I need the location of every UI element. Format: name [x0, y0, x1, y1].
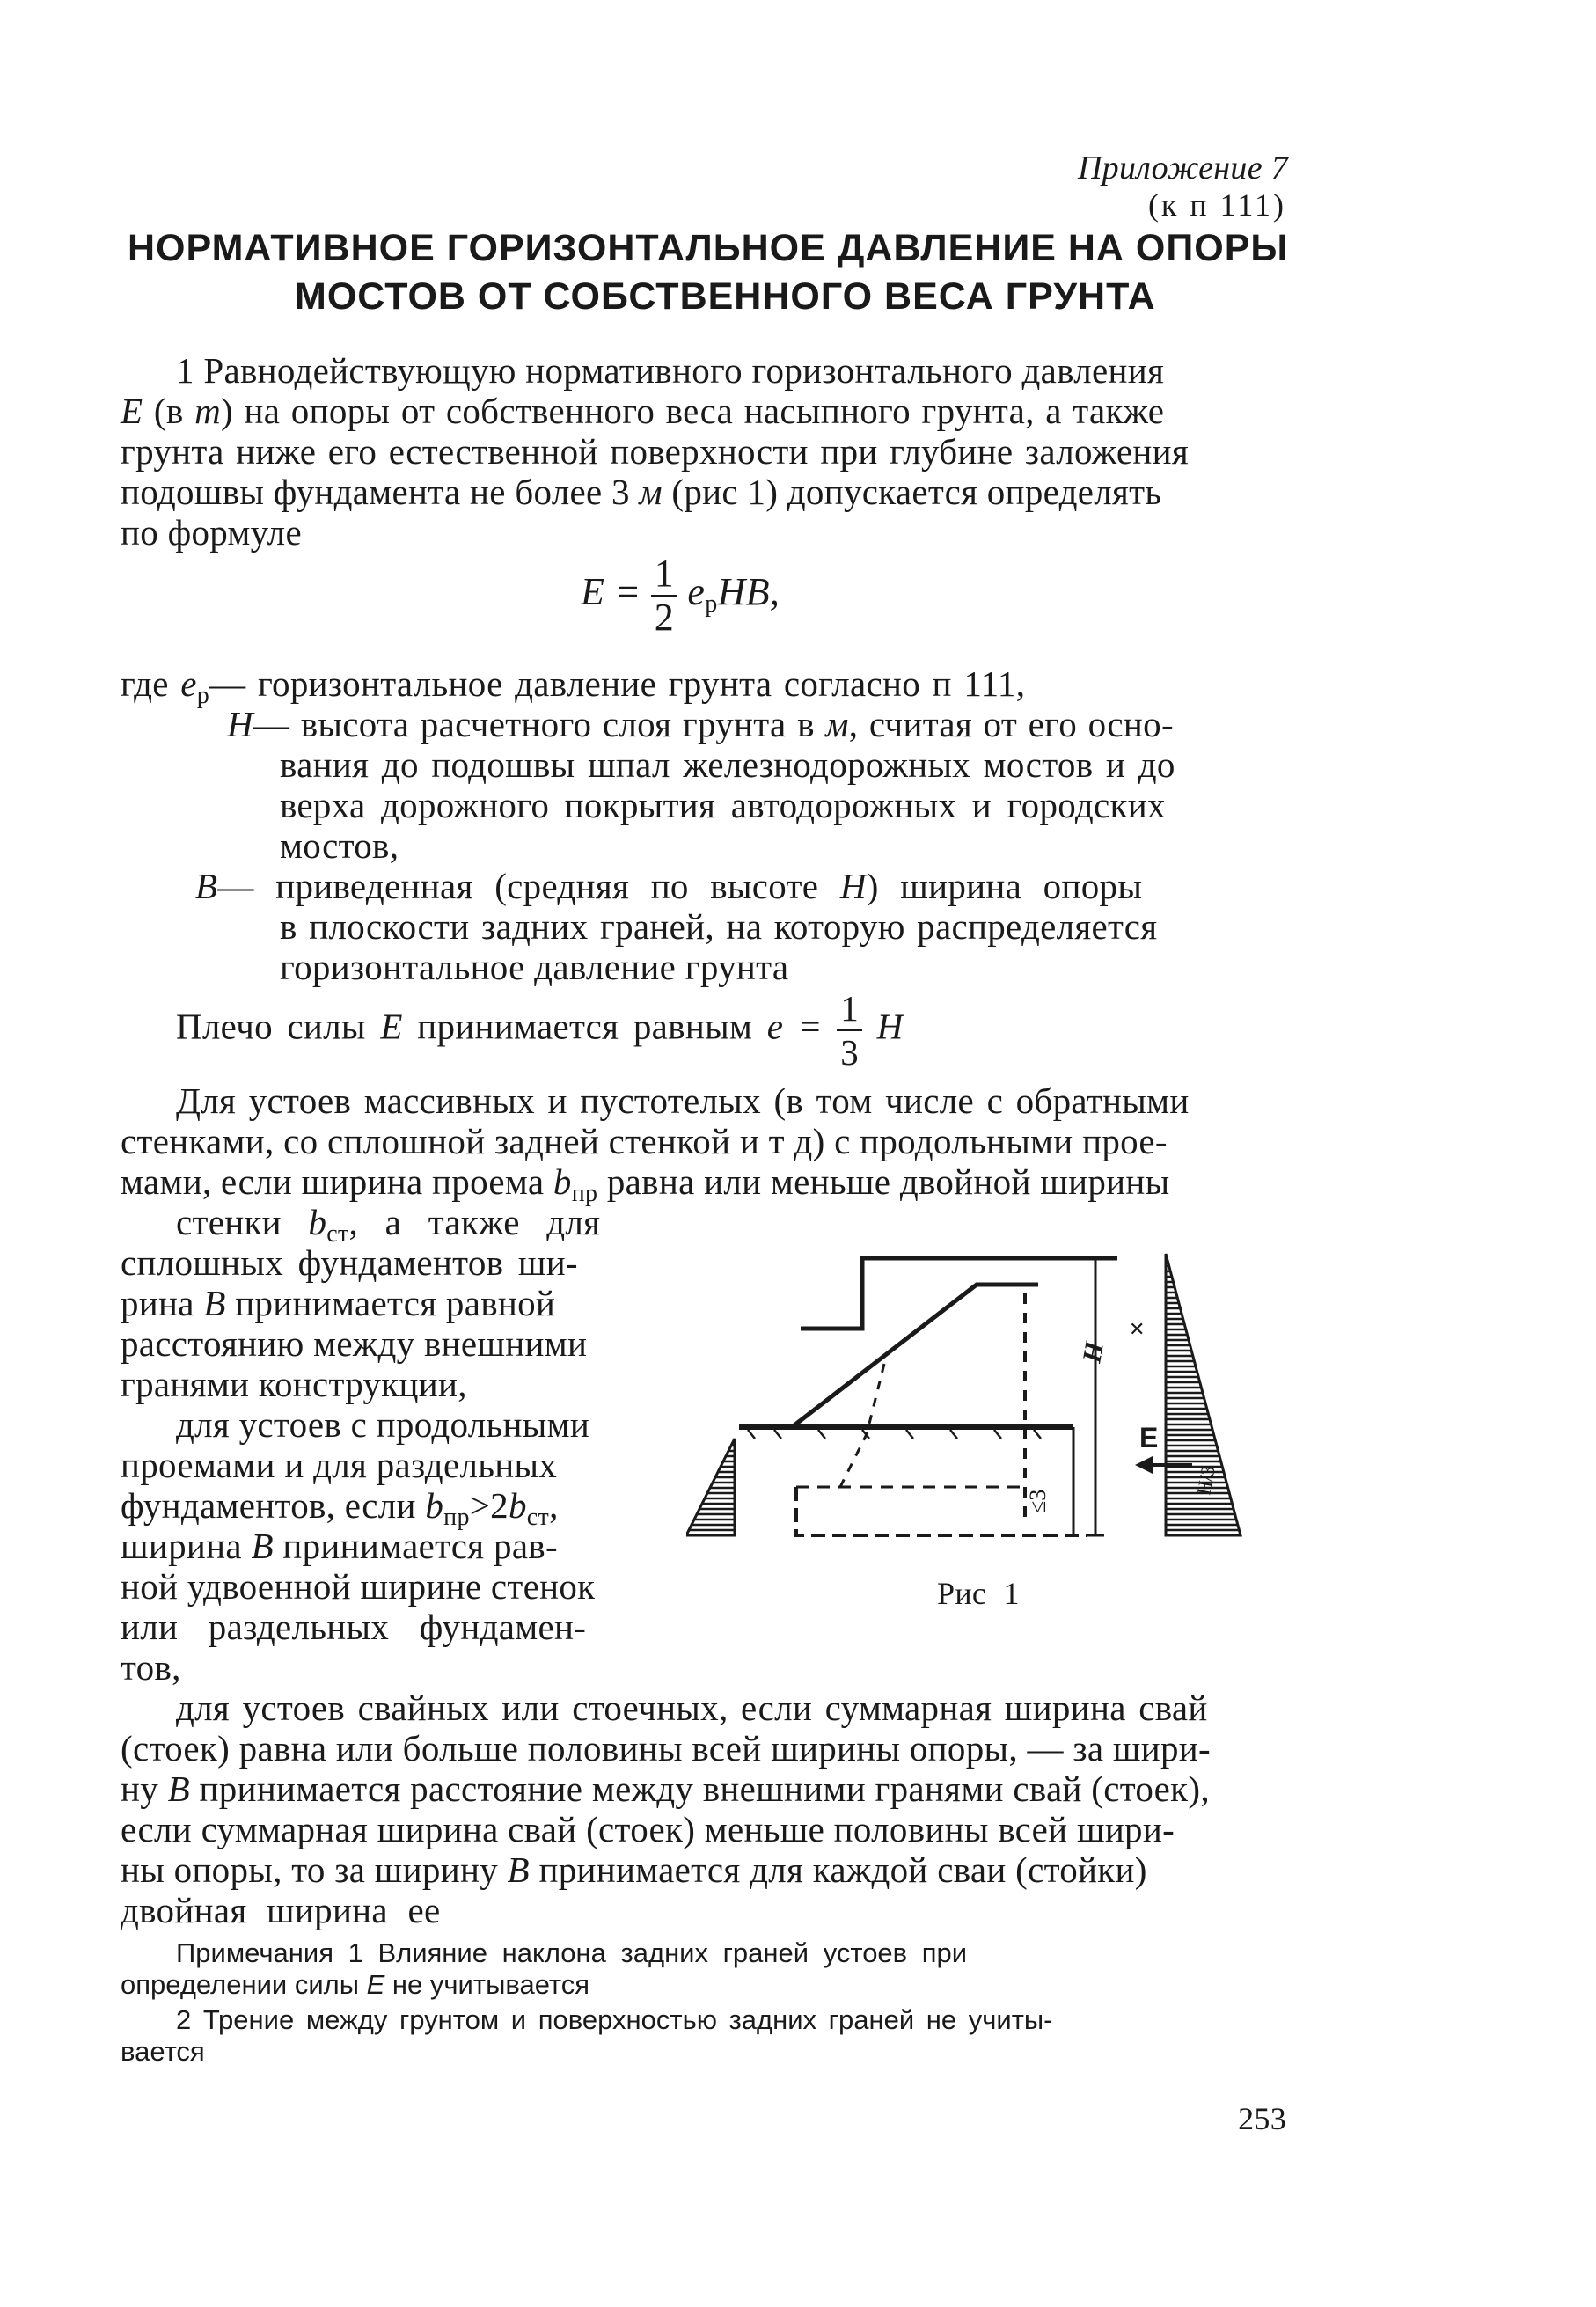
- appendix-ref: (к п 111): [1147, 187, 1286, 223]
- para2-line-1: Для устоев массивных и пустотелых (в том числе с обратными: [176, 1080, 1190, 1121]
- para1-line-3: грунта ниже его естественной поверхности при глубине заложения: [121, 431, 1190, 472]
- para3-line-2: (стоек) равна или больше половины всей ширины опоры, — за шири-: [121, 1728, 1211, 1769]
- note-1-line-2: определении силы E не учитывается: [121, 1969, 590, 2000]
- left-col-line-6: для устоев с продольными: [176, 1404, 590, 1445]
- left-col-line-12: тов,: [121, 1647, 181, 1688]
- para1-line-1: 1 Равнодействующую нормативного горизонтального давления: [176, 350, 1165, 391]
- appendix-title: Приложение 7: [1077, 150, 1288, 187]
- note-2-line-2: вается: [121, 2036, 205, 2067]
- para3-line-5: ны опоры, то за ширину B принимается для каждой сваи (стойки): [121, 1849, 1147, 1890]
- svg-text:✕: ✕: [1129, 1318, 1146, 1340]
- para3-line-4: если суммарная ширина свай (стоек) меньше половины всей шири-: [121, 1809, 1175, 1849]
- note-1-line-1: Примечания 1 Влияние наклона задних граней устоев при: [176, 1937, 968, 1968]
- dim-label-h: H: [1077, 1339, 1109, 1366]
- left-col-line-1: стенки $b_{ст}$, а также для: [176, 1202, 601, 1248]
- def-h-line-3: верха дорожного покрытия автодорожных и городских: [280, 785, 1166, 825]
- left-col-line-11: или раздельных фундамен-: [121, 1607, 587, 1647]
- heading-line-1: НОРМАТИВНОЕ ГОРИЗОНТАЛЬНОЕ ДАВЛЕНИЕ НА ОПОРЫ: [128, 227, 1289, 269]
- formula-fraction-half: $\frac{1}{2}$: [651, 553, 677, 639]
- para2-line-3: мами, если ширина проема $b_{пр}$ равна или меньше двойной ширины: [121, 1161, 1170, 1207]
- para1-line-4: подошвы фундамента не более 3 м (рис 1) допускается определять: [121, 472, 1162, 512]
- left-col-line-7: проемами и для раздельных: [121, 1445, 558, 1485]
- shoulder-fraction-third: $\frac{1}{3}$: [837, 987, 862, 1073]
- left-col-line-4: расстоянию между внешними: [121, 1323, 588, 1364]
- formula-main: E = $\frac{1}{2}$ $e_рHB$,: [581, 552, 780, 639]
- left-col-line-10: ной удвоенной ширине стенок: [121, 1566, 596, 1607]
- left-pressure-triangle: [686, 1439, 735, 1535]
- para3-line-1: для устоев свайных или стоечных, если суммарная ширина свай: [176, 1688, 1208, 1728]
- figure-abutment-diagram: [686, 1232, 1249, 1566]
- left-col-line-8: фундаментов, если $b_{пр}>2b_{ст}$,: [121, 1485, 559, 1531]
- def-b-line-1: B— приведенная (средняя по высоте H) ширина опоры: [195, 866, 1143, 906]
- left-col-line-3: рина B принимается равной: [121, 1283, 556, 1323]
- def-b-line-2: в плоскости задних граней, на которую распределяется: [280, 906, 1158, 947]
- para1-line-2: E (в т) на опоры от собственного веса насыпного грунта, а также: [121, 391, 1165, 431]
- para1-line-5: по формуле: [121, 512, 302, 553]
- def-h-line-2: вания до подошвы шпал железнодорожных мостов и до: [280, 744, 1175, 785]
- para3-line-6: двойная ширина ее: [121, 1890, 441, 1930]
- dim-label-h3: H/3: [1192, 1464, 1219, 1497]
- note-2-line-1: 2 Трение между грунтом и поверхностью задних граней не учиты-: [176, 2004, 1053, 2035]
- left-col-line-5: гранями конструкции,: [121, 1364, 467, 1404]
- left-col-line-9: ширина B принимается рав-: [121, 1526, 558, 1566]
- para2-line-2: стенками, со сплошной задней стенкой и т д) с продольными прое-: [121, 1121, 1168, 1161]
- dim-label-le3: ≤3: [1025, 1489, 1051, 1513]
- para3-line-3: ну B принимается расстояние между внешними гранями свай (стоек),: [121, 1769, 1210, 1809]
- def-b-line-3: горизонтальное давление грунта: [280, 947, 789, 987]
- def-h-line-1: H— высота расчетного слоя грунта в м, считая от его осно-: [227, 704, 1174, 744]
- embankment-slope: [792, 1285, 1038, 1427]
- shoulder-line: Плечо силы E принимается равным e = $\frac{1}{3}$ H: [176, 988, 904, 1073]
- left-col-line-2: сплошных фундаментов ши-: [121, 1242, 578, 1283]
- force-label-e: E: [1139, 1422, 1159, 1454]
- abutment-top-outline: [801, 1258, 1117, 1329]
- def-ep: где $e_р—$ горизонтальное давление грунта согласно п 111,: [121, 663, 1026, 709]
- heading-line-2: МОСТОВ ОТ СОБСТВЕННОГО ВЕСА ГРУНТА: [295, 275, 1156, 318]
- page-number: 253: [1238, 2101, 1286, 2136]
- figure-caption: Рис 1: [937, 1576, 1020, 1611]
- def-h-line-4: мостов,: [280, 825, 399, 866]
